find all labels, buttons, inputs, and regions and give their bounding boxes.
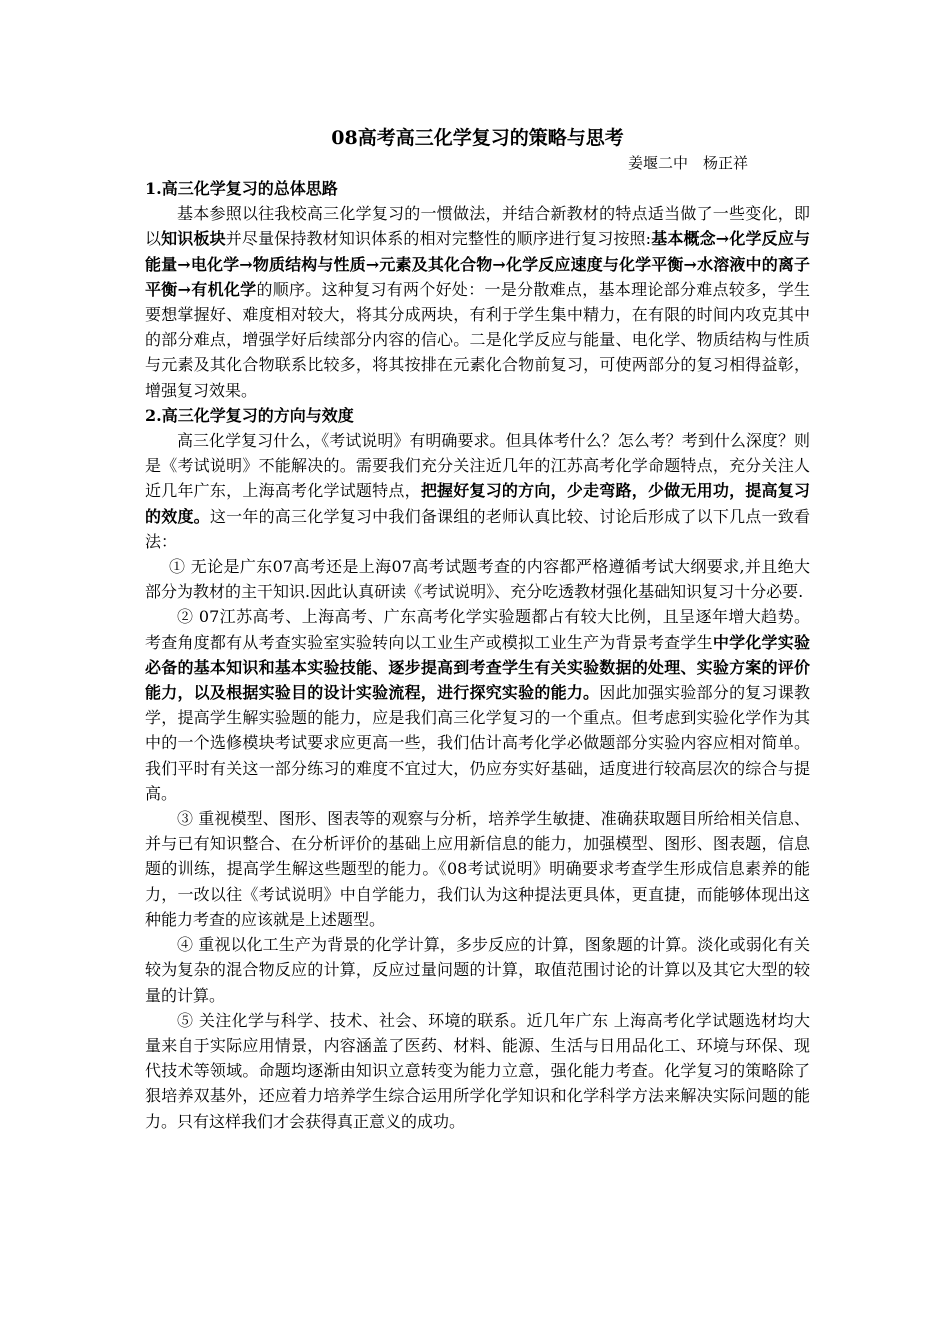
document-page — [145, 118, 810, 1134]
bold-text-run: 知识板块 — [161, 229, 226, 249]
text-run: 这一年的高三化学复习中我们备课组的老师认真比较、讨论后形成了以下几点一致看法： — [145, 506, 810, 551]
bold-text-run: 把握好复习的方向，少走弯路，少做无用功，提高复习的效度。 — [145, 481, 810, 526]
section-heading-2: 2.高三化学复习的方向与效度 — [145, 405, 354, 425]
list-item-3: ③ 重视模型、图形、图表等的观察与分析，培养学生敏捷、准确获取题目所给相关信息、并与已有知识整合、在分析评价的基础上应用新信息的能力，加强模型、图形、图表题，信息题的训练，提高学生解这些题型的能力。《08考试说明》明确要求考查学生形成信息素养的能力，一改以往《考试说明》中自学能力，我们认为这种提法更具体，更直捷，而能够体现出这种能力考查的应该就是上述题型。 — [145, 809, 810, 929]
list-item-2 — [145, 604, 810, 806]
bold-text-run: 基本概念→化学反应与能量→电化学→物质结构与性质→元素及其化合物→化学反应速度与化学平衡→水溶液中的离子平衡→有机化学 — [145, 229, 810, 299]
document-author: 姜堰二中 杨正祥 — [627, 154, 748, 172]
text-run: ② 07江苏高考、上海高考、广东高考化学实验题都占有较大比例，且呈逐年增大趋势。考查角度都有从考查实验室实验转向以工业生产或模拟工业生产为背景考查学生 — [145, 607, 810, 652]
list-item-4: ④ 重视以化工生产为背景的化学计算，多步反应的计算，图象题的计算。淡化或弱化有关较为复杂的混合物反应的计算，反应过量问题的计算，取值范围讨论的计算以及其它大型的较量的计算。 — [145, 935, 810, 1005]
text-run: 因此加强实验部分的复习课教学，提高学生解实验题的能力，应是我们高三化学复习的一个重点。但考虑到实验化学作为其中的一个选修模块考试要求应更高一些，我们估计高考化学必做题部分实验内容应相对简单。我们平时有关这一部分练习的难度不宜过大，仍应夯实好基础，适度进行较高层次的综合与提高。 — [145, 683, 810, 803]
section-1-paragraph — [145, 201, 810, 403]
document-title: 08高考高三化学复习的策略与思考 — [331, 127, 624, 149]
text-run: 的顺序。这种复习有两个好处：一是分散难点，基本理论部分难点较多，学生要想掌握好、难度相对较大，将其分成两块，有利于学生集中精力，在有限的时间内攻克其中的部分难点，增强学好后续部分内容的信心。二是化学反应与能量、电化学、物质结构与性质与元素及其化合物联系比较多，将其按排在元素化合物前复习，可使两部分的复习相得益彰，增强复习效果。 — [145, 279, 810, 400]
section-2-paragraph — [145, 428, 810, 554]
text-run: 高三化学复习什么，《考试说明》有明确要求。但具体考什么？怎么考？考到什么深度？则是《考试说明》不能解决的。需要我们充分关注近几年的江苏高考化学命题特点，充分关注人近几年广东，上海高考化学试题特点， — [145, 431, 810, 501]
list-item-5: ⑤ 关注化学与科学、技术、社会、环境的联系。近几年广东 上海高考化学试题选材均大量来自于实际应用情景，内容涵盖了医药、材料、能源、生活与日用品化工、环境与环保、现代技术等领域。命题均逐渐由知识立意转变为能力立意，强化能力考查。化学复习的策略除了狠培养双基外，还应着力培养学生综合运用所学化学知识和化学科学方法来解决实际问题的能力。只有这样我们才会获得真正意义的成功。 — [145, 1010, 810, 1131]
text-run: 基本参照以往我校高三化学复习的一惯做法，并结合新教材的特点适当做了一些变化，即以 — [145, 204, 810, 249]
list-item-1: ① 无论是广东07高考还是上海07高考试题考查的内容都严格遵循考试大纲要求,并且绝大部分为教材的主干知识.因此认真研读《考试说明》、充分吃透教材强化基础知识复习十分必要. — [145, 557, 810, 602]
text-run: 并尽量保持教材知识体系的相对完整性的顺序进行复习按照: — [225, 229, 652, 249]
bold-text-run: 中学化学实验必备的基本知识和基本实验技能、逐步提高到考查学生有关实验数据的处理、实验方案的评价能力，以及根据实验目的设计实验流程，进行探究实验的能力。 — [145, 632, 810, 703]
section-heading-1: 1.高三化学复习的总体思路 — [145, 179, 338, 198]
